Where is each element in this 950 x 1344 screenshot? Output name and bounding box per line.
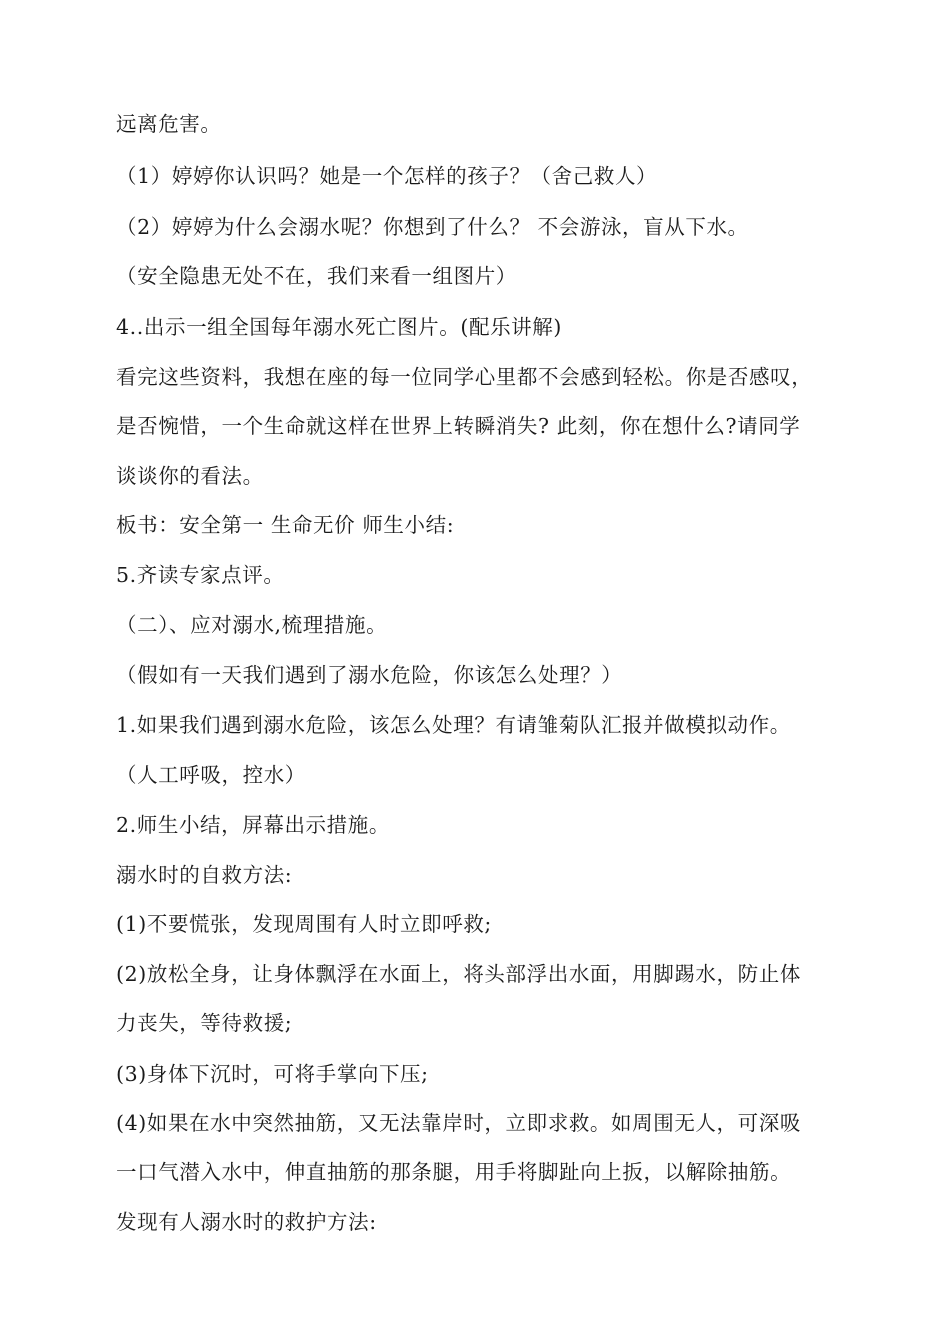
- section-heading: （二）、应对溺水,梳理措施。: [116, 613, 388, 637]
- text-line: 力丧失，等待救援;: [116, 1011, 293, 1035]
- text-line: 溺水时的自救方法:: [116, 863, 293, 887]
- text-line: （安全隐患无处不在，我们来看一组图片）: [116, 264, 517, 288]
- text-line: 远离危害。: [116, 112, 222, 136]
- text-line: （人工呼吸，控水）: [116, 763, 306, 787]
- text-line: 看完这些资料，我想在座的每一位同学心里都不会感到轻松。你是否感叹，: [116, 365, 813, 389]
- text-line: （假如有一天我们遇到了溺水危险，你该怎么处理？）: [116, 663, 623, 687]
- text-line: 5.齐读专家点评。: [116, 563, 285, 587]
- text-line: 2.师生小结，屏幕出示措施。: [116, 813, 390, 837]
- text-line: 发现有人溺水时的救护方法:: [116, 1210, 377, 1234]
- text-line: 1.如果我们遇到溺水危险，该怎么处理？有请雏菊队汇报并做模拟动作。: [116, 713, 791, 737]
- text-line: （1）婷婷你认识吗？她是一个怎样的孩子？（舍己救人）: [116, 164, 658, 188]
- list-item: (3)身体下沉时，可将手掌向下压;: [116, 1062, 429, 1086]
- text-line: 谈谈你的看法。: [116, 464, 264, 488]
- text-line: 一口气潜入水中，伸直抽筋的那条腿，用手将脚趾向上扳，以解除抽筋。: [116, 1160, 792, 1184]
- list-item: (2)放松全身，让身体飘浮在水面上，将头部浮出水面，用脚踢水，防止体: [116, 962, 801, 986]
- text-line: 板书：安全第一 生命无价 师生小结:: [116, 513, 455, 537]
- list-item: (1)不要慌张，发现周围有人时立即呼救;: [116, 912, 492, 936]
- text-line: （2）婷婷为什么会溺水呢？你想到了什么？ 不会游泳，盲从下水。: [116, 215, 749, 239]
- list-item: (4)如果在水中突然抽筋，又无法靠岸时，立即求救。如周围无人，可深吸: [116, 1111, 801, 1135]
- text-line: 4..出示一组全国每年溺水死亡图片。(配乐讲解): [116, 315, 562, 339]
- text-line: 是否惋惜，一个生命就这样在世界上转瞬消失? 此刻，你在想什么?请同学: [116, 414, 801, 438]
